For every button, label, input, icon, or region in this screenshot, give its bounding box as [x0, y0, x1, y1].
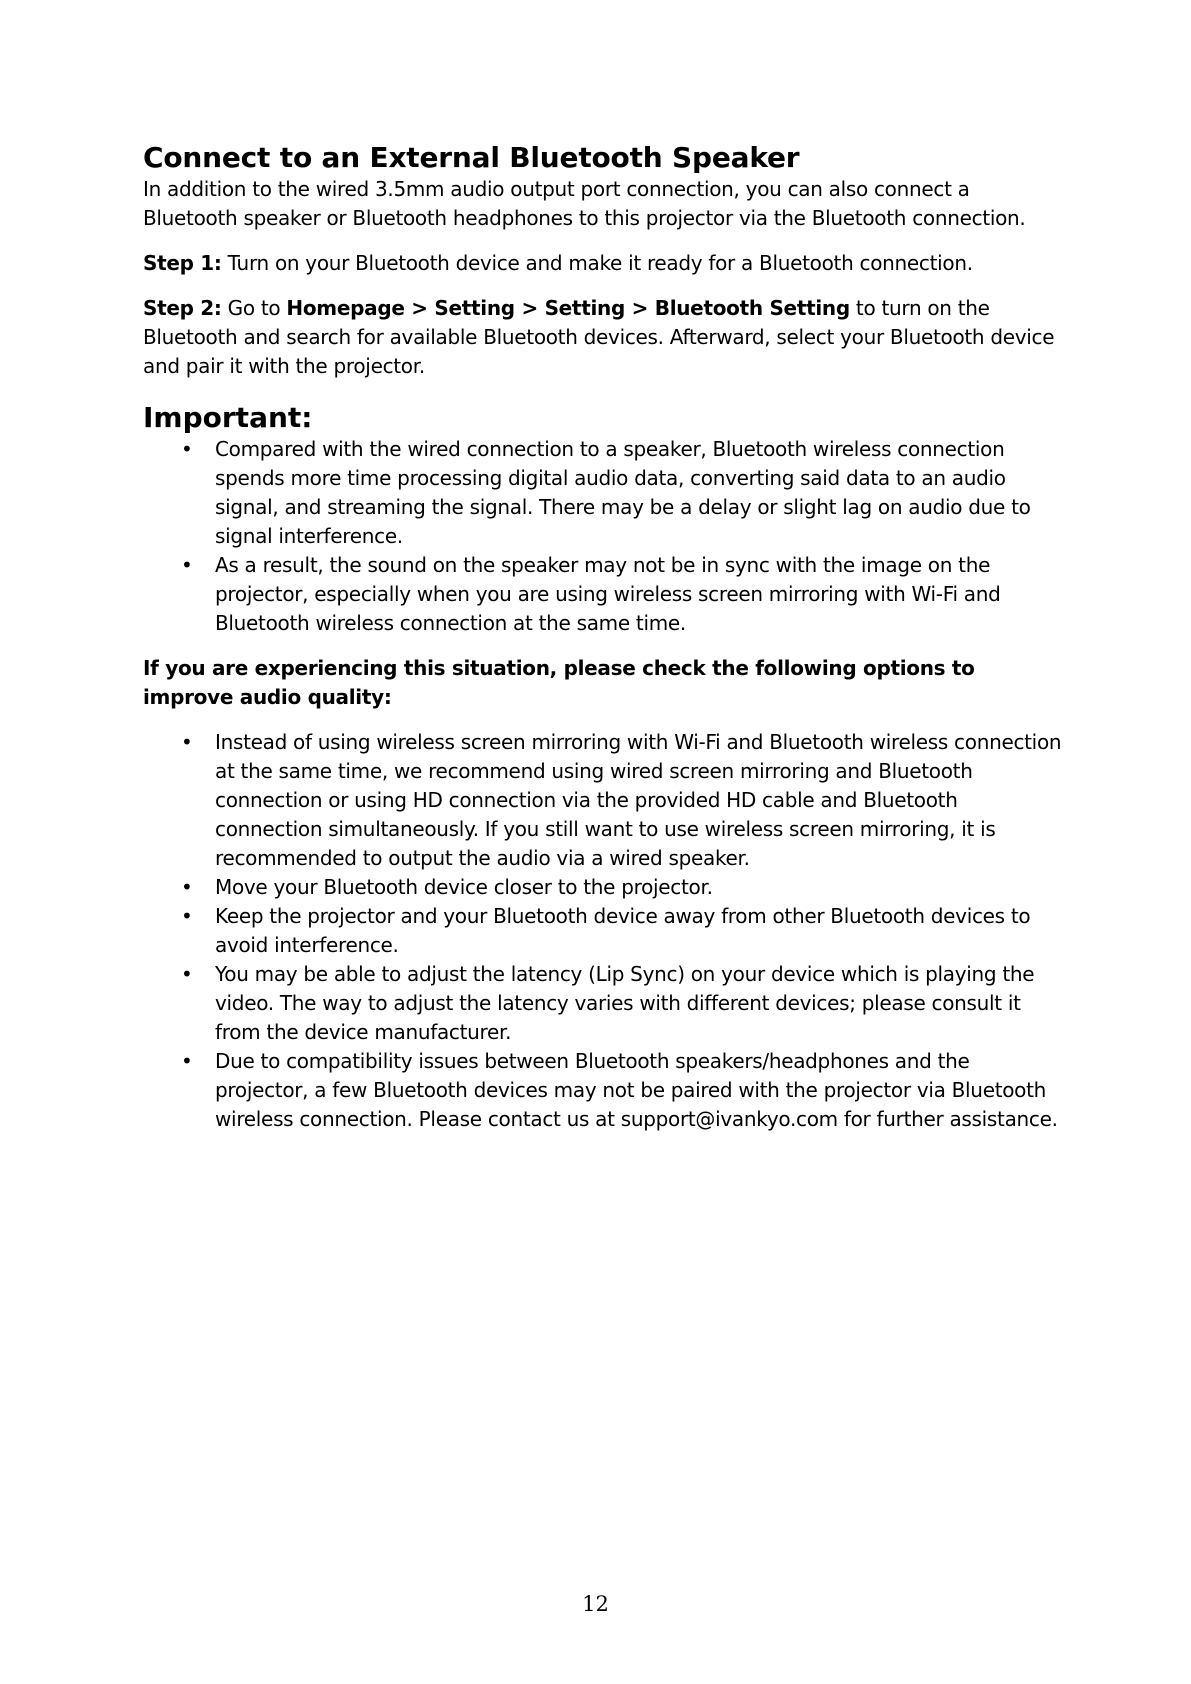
important-list — [143, 435, 1063, 638]
step-1-text: Turn on your Bluetooth device and make it ready for a Bluetooth connection. — [221, 251, 973, 275]
step-1 — [143, 249, 1063, 278]
list-item: • Compared with the wired connection to a speaker, Bluetooth wireless connection spends more time processing digital audio data, converting said data to an audio signal, and streaming the signal. There may be a delay or slight lag on audio due to signal interference. — [143, 435, 1063, 551]
step-1-label: Step 1: — [143, 251, 222, 275]
step-2-text: to turn on the Bluetooth and search for available Bluetooth devices. Afterward, select your Bluetooth device and pair it with the projector. — [143, 296, 1055, 378]
important-heading: Important: — [143, 401, 313, 434]
list-item: • Due to compatibility issues between Bluetooth speakers/headphones and the projector, a few Bluetooth devices may not be paired with the projector via Bluetooth wireless connection. Please contact us at support@ivankyo.com for further assistance. — [143, 1047, 1063, 1134]
intro-paragraph: In addition to the wired 3.5mm audio output port connection, you can also connect a Bluetooth speaker or Bluetooth headphones to this projector via the Bluetooth connection. — [143, 177, 1026, 230]
page-number: 12 — [582, 1592, 609, 1616]
list-item: • Instead of using wireless screen mirroring with Wi-Fi and Bluetooth wireless connection at the same time, we recommend using wired screen mirroring and Bluetooth connection or using HD connection via the provided HD cable and Bluetooth connection simultaneously. If you still want to use wireless screen mirroring, it is recommended to output the audio via a wired speaker. — [143, 728, 1063, 873]
options-heading: If you are experiencing this situation, please check the following options to improve audio quality: — [143, 655, 975, 709]
step-2 — [143, 294, 1063, 381]
options-list — [143, 728, 1063, 1134]
section-title: Connect to an External Bluetooth Speaker — [143, 141, 800, 174]
list-item: • Keep the projector and your Bluetooth device away from other Bluetooth devices to avoid interference. — [143, 902, 1063, 960]
document-content — [143, 140, 1063, 1134]
list-item: • Move your Bluetooth device closer to the projector. — [143, 873, 1063, 902]
list-item: • As a result, the sound on the speaker may not be in sync with the image on the projector, especially when you are using wireless screen mirroring with Wi-Fi and Bluetooth wireless connection at the same time. — [143, 551, 1063, 638]
step-2-label: Step 2: — [143, 296, 222, 320]
settings-path: Homepage > Setting > Setting > Bluetooth Setting — [286, 296, 850, 320]
list-item: • You may be able to adjust the latency (Lip Sync) on your device which is playing the video. The way to adjust the latency varies with different devices; please consult it from the device manufacturer. — [143, 960, 1063, 1047]
step-2-go-to: Go to — [221, 296, 287, 320]
